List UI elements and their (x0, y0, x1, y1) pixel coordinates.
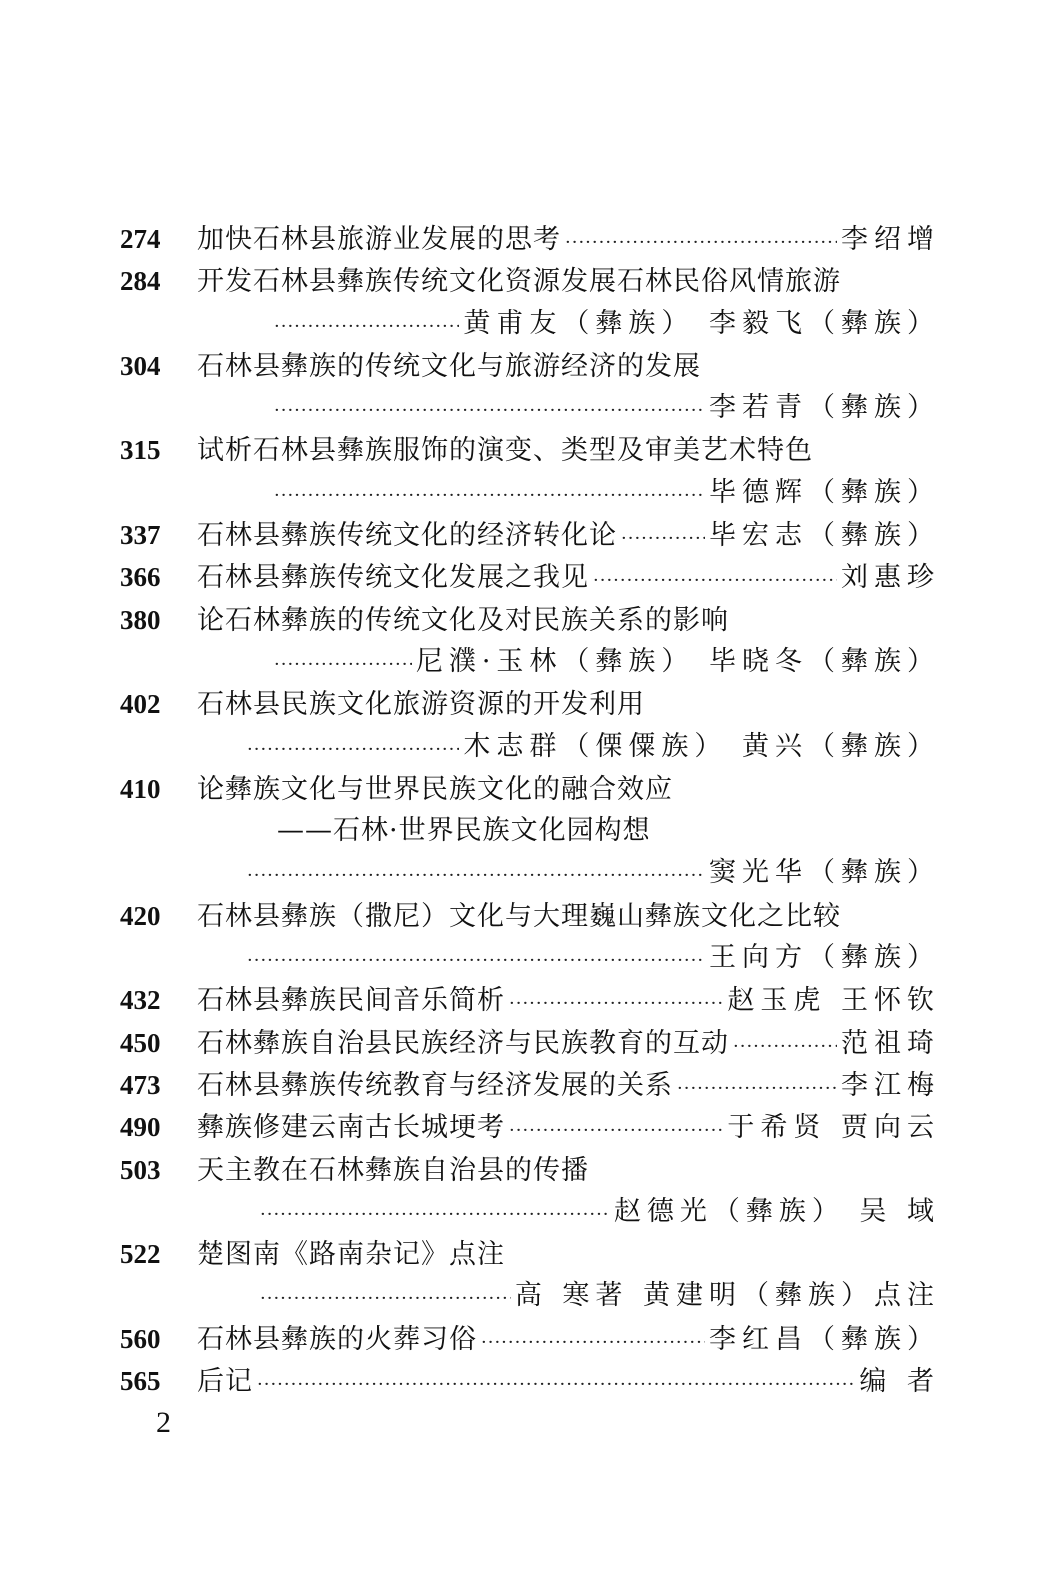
entry-page-number: 420 (120, 900, 161, 931)
dot-leader (274, 475, 705, 517)
entry-page-number: 380 (120, 604, 161, 635)
toc-entry[interactable] (120, 1318, 940, 1360)
entry-title: 石林县彝族（撒尼）文化与大理巍山彝族文化之比较 (197, 900, 841, 932)
entry-author: 李绍增 (841, 224, 940, 255)
toc-entry[interactable] (120, 768, 940, 810)
dot-leader (733, 1026, 837, 1068)
entry-author: 毕宏志（彝族） (709, 520, 940, 552)
entry-author: 王向方（彝族） (709, 942, 940, 974)
dot-leader (565, 222, 837, 264)
entry-author: 赵德光（彝族） 吴 域 (613, 1195, 940, 1227)
dot-leader (274, 644, 412, 686)
dot-leader (257, 1364, 855, 1406)
toc-entry[interactable] (120, 1106, 940, 1148)
dot-leader (260, 1194, 610, 1236)
entry-title: 石林县彝族的火葬习俗 (197, 1323, 477, 1355)
entry-author: 范祖琦 (841, 1027, 940, 1059)
dot-leader (260, 1278, 511, 1320)
toc-entry[interactable] (120, 1149, 940, 1191)
entry-page-number: 402 (120, 689, 161, 720)
toc-entry[interactable] (120, 218, 940, 260)
entry-page-number: 522 (120, 1239, 161, 1270)
toc-entry-author-line (120, 387, 940, 429)
entry-title: 论彝族文化与世界民族文化的融合效应 (197, 773, 673, 805)
entry-title: 楚图南《路南杂记》点注 (197, 1239, 505, 1271)
entry-page-number: 490 (120, 1112, 161, 1143)
toc-entry-author-line (120, 1191, 940, 1233)
entry-author: 尼濮·玉林（彝族） 毕晓冬（彝族） (415, 645, 940, 677)
toc-entry[interactable] (120, 556, 940, 598)
entry-title: 石林县彝族传统文化的经济转化论 (197, 520, 617, 552)
entry-page-number: 560 (120, 1323, 161, 1354)
entry-page-number: 410 (120, 773, 161, 804)
toc-entry[interactable] (120, 1064, 940, 1106)
entry-title: 后记 (197, 1366, 253, 1398)
entry-page-number: 274 (120, 224, 161, 254)
entry-title: 论石林彝族的传统文化及对民族关系的影响 (197, 604, 729, 636)
entry-author: 高 寒著 黄建明（彝族）点注 (514, 1280, 940, 1312)
toc-entry[interactable] (120, 683, 940, 725)
toc-entry[interactable] (120, 1233, 940, 1275)
toc-entry[interactable] (120, 979, 940, 1021)
toc-entry-author-line (120, 726, 940, 768)
entry-page-number: 432 (120, 985, 161, 1016)
entry-title: 彝族修建云南古长城埂考 (197, 1112, 505, 1144)
dot-leader (593, 560, 837, 602)
entry-title: 开发石林县彝族传统文化资源发展石林民俗风情旅游 (197, 266, 841, 298)
entry-title: 石林县彝族民间音乐简析 (197, 985, 505, 1017)
toc-entry[interactable] (120, 260, 940, 302)
toc-entry-author-line (120, 303, 940, 345)
dot-leader (247, 940, 705, 982)
dot-leader (274, 306, 459, 348)
entry-title: 石林县彝族传统教育与经济发展的关系 (197, 1069, 673, 1101)
toc-entry-author-line (120, 641, 940, 683)
entry-author: 毕德辉（彝族） (709, 476, 940, 508)
dot-leader (247, 855, 705, 897)
entry-page-number: 503 (120, 1154, 161, 1185)
entry-title: 加快石林县旅游业发展的思考 (197, 224, 561, 255)
toc-entry[interactable] (120, 895, 940, 937)
entry-author: 编 者 (859, 1366, 940, 1398)
dot-leader (677, 1068, 837, 1110)
entry-author: 李江梅 (841, 1069, 940, 1101)
entry-page-number: 565 (120, 1366, 161, 1397)
entry-title: 天主教在石林彝族自治县的传播 (197, 1154, 589, 1186)
toc-entry[interactable] (120, 345, 940, 387)
toc-entry[interactable] (120, 429, 940, 471)
entry-page-number: 473 (120, 1069, 161, 1100)
toc-entry-author-line (120, 1275, 940, 1317)
entry-author: 李若青（彝族） (709, 392, 940, 424)
toc-entry[interactable] (120, 1022, 940, 1064)
entry-title: 石林彝族自治县民族经济与民族教育的互动 (197, 1027, 729, 1059)
dot-leader (247, 729, 459, 771)
entry-author: 刘惠珍 (841, 562, 940, 594)
entry-author: 赵玉虎 王怀钦 (727, 985, 940, 1017)
entry-title: 石林县彝族传统文化发展之我见 (197, 562, 589, 594)
toc-entry-author-line (120, 937, 940, 979)
entry-page-number: 337 (120, 520, 161, 551)
entry-author: 于希贤 贾向云 (727, 1112, 940, 1144)
page-number: 2 (156, 1406, 171, 1439)
entry-author: 黄甫友（彝族） 李毅飞（彝族） (463, 307, 940, 339)
entry-author: 李红昌（彝族） (709, 1323, 940, 1355)
entry-title: 石林县民族文化旅游资源的开发利用 (197, 689, 645, 721)
dot-leader (509, 983, 723, 1025)
toc-entry-author-line (120, 472, 940, 514)
entry-page-number: 366 (120, 562, 161, 593)
entry-title: 石林县彝族的传统文化与旅游经济的发展 (197, 350, 701, 382)
entry-subtitle: ——石林·世界民族文化园构想 (277, 815, 651, 847)
dot-leader (509, 1110, 723, 1152)
entry-title: 试析石林县彝族服饰的演变、类型及审美艺术特色 (197, 435, 813, 467)
table-of-contents (120, 218, 940, 1402)
entry-page-number: 315 (120, 435, 161, 466)
toc-entry[interactable] (120, 1360, 940, 1402)
toc-entry-author-line (120, 852, 940, 894)
entry-page-number: 450 (120, 1027, 161, 1058)
dot-leader (621, 518, 705, 560)
entry-page-number: 284 (120, 266, 161, 297)
entry-author: 木志群（傈僳族） 黄兴（彝族） (463, 730, 940, 762)
toc-entry-subtitle (120, 810, 940, 852)
dot-leader (274, 390, 705, 432)
toc-entry[interactable] (120, 514, 940, 556)
dot-leader (481, 1322, 705, 1364)
entry-author: 窦光华（彝族） (709, 857, 940, 889)
entry-page-number: 304 (120, 350, 161, 381)
toc-entry[interactable] (120, 599, 940, 641)
